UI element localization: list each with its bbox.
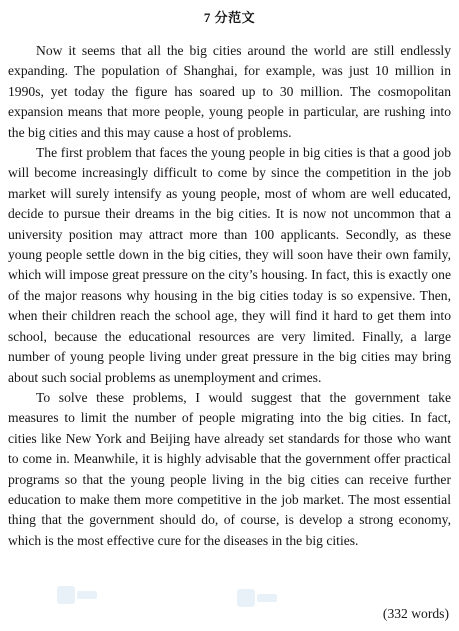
essay-paragraph-2: The first problem that faces the young people in big cities is that a good job will become increasingly difficult to come by since the competition in the job market will surely intensify as young people, most of whom are well educated, decide to pursue their dreams in the big cities. It is now not uncommon that a university position may attract more than 100 applicants. Secondly, as these young people settle down in the big cities, they will soon have their own family, which will impose great pressure on the city’s housing. In fact, this is exactly one of the major reasons why housing in the big cities today is so expensive. Then, when their children reach the school age, they will find it hard to get them into school, because the educational resources are very limited. Finally, a large number of young people living under great pressure in the big cities may bring about such social problems as unemployment and crimes. bbox=[8, 145, 451, 385]
essay-paragraph-3: To solve these problems, I would suggest that the government take measures to limit the number of people migrating into the big cities. In fact, cities like New York and Beijing have already set standards for those who want to come in. Meanwhile, it is highly advisable that the government offer practical programs so that the young people living in the big cities can receive further education to make them more competitive in the job market. The most essential thing that the government should do, of course, is develop a strong economy, which is the most effective cure for the diseases in the big cities. bbox=[8, 389, 451, 548]
essay-paragraph-1: Now it seems that all the big cities around the world are still endlessly expanding. The population of Shanghai, for example, was just 10 million in 1990s, yet today the figure has soared up to 30 million. The cosmopolitan expansion means that more people, young people in particular, are rushing into the big cities and this may cause a host of problems. bbox=[8, 43, 451, 140]
page-title: 7 分范文 bbox=[203, 10, 256, 25]
word-count: (332 words) bbox=[382, 606, 449, 621]
